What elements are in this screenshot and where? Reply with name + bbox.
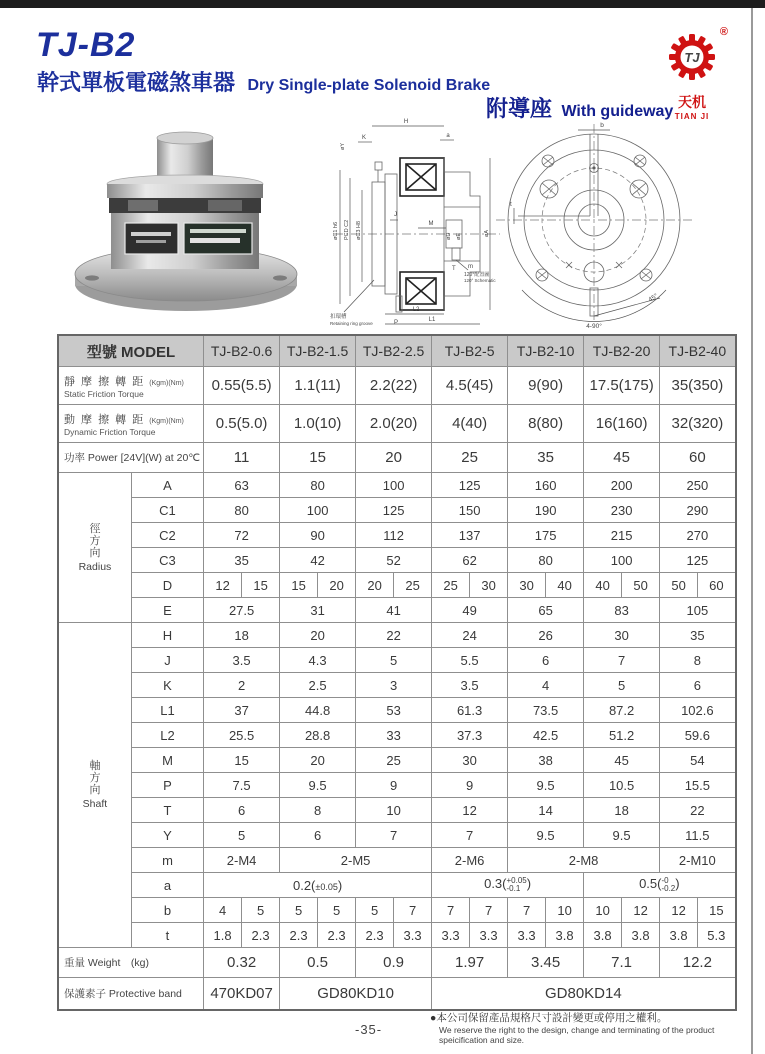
value-cell: 270 — [660, 523, 736, 548]
value-cell: 35 — [204, 548, 280, 573]
value-cell: 100 — [280, 498, 356, 523]
value-cell: 22 — [660, 798, 736, 823]
dimension-letter-cell: D — [131, 573, 203, 598]
value-cell: 5 — [318, 898, 356, 923]
value-cell: 18 — [204, 623, 280, 648]
svg-text:øY: øY — [340, 142, 346, 150]
value-cell: 45 — [584, 443, 660, 473]
value-cell: 6 — [660, 673, 736, 698]
value-cell: 38 — [508, 748, 584, 773]
dimension-letter-cell: J — [131, 648, 203, 673]
name-plates — [125, 223, 252, 254]
variant-label-en: With guideway — [561, 103, 674, 120]
value-cell: 9(90) — [508, 367, 584, 405]
row-label-cell: 功率 Power [24V](W) at 20℃ — [58, 443, 204, 473]
value-cell: 2-M5 — [280, 848, 432, 873]
cross-section-drawing — [328, 112, 506, 330]
value-cell: 7 — [432, 823, 508, 848]
value-cell: 7.5 — [204, 773, 280, 798]
value-cell: 15 — [280, 573, 318, 598]
value-cell: 190 — [508, 498, 584, 523]
value-cell: 8(80) — [508, 405, 584, 443]
value-cell: 10 — [546, 898, 584, 923]
value-cell: 31 — [280, 598, 356, 623]
value-cell: 290 — [660, 498, 736, 523]
dimension-letter-cell: L2 — [131, 723, 203, 748]
value-cell: 7 — [394, 898, 432, 923]
value-cell: 17.5(175) — [584, 367, 660, 405]
product-title — [37, 66, 490, 97]
value-cell: 20 — [280, 623, 356, 648]
value-cell: 80 — [204, 498, 280, 523]
value-cell: 45 — [584, 748, 660, 773]
value-cell: 20 — [318, 573, 356, 598]
svg-text:m: m — [468, 264, 473, 270]
value-cell: 10.5 — [584, 773, 660, 798]
svg-text:120°配置圖: 120°配置圖 — [464, 272, 490, 278]
value-cell: 15 — [280, 443, 356, 473]
value-cell: 0.5(5.0) — [204, 405, 280, 443]
svg-text:45°: 45° — [647, 292, 660, 304]
value-cell: 0.3( +0.05 -0.1 ) — [432, 873, 584, 898]
value-cell: 215 — [584, 523, 660, 548]
value-cell: 25 — [432, 443, 508, 473]
value-cell: 3.8 — [660, 923, 698, 948]
value-cell: 160 — [508, 473, 584, 498]
svg-text:øC3 H8: øC3 H8 — [356, 221, 362, 240]
value-cell: 9.5 — [508, 823, 584, 848]
svg-text:K: K — [361, 135, 367, 141]
value-cell: 2.5 — [280, 673, 356, 698]
value-cell: 6 — [508, 648, 584, 673]
value-cell: 2-M8 — [508, 848, 660, 873]
svg-text:øE: øE — [456, 232, 462, 240]
value-cell: 30 — [584, 623, 660, 648]
value-cell: 9 — [432, 773, 508, 798]
value-cell: 1.97 — [432, 948, 508, 978]
value-cell: 37 — [204, 698, 280, 723]
model-column-header: TJ-B2-10 — [508, 335, 584, 367]
value-cell: 100 — [584, 548, 660, 573]
front-view-drawing — [490, 120, 698, 332]
row-label-cell: 動 摩 擦 轉 距 (Kgm)(Nm) Dynamic Friction Torque — [58, 405, 204, 443]
value-cell: 12.2 — [660, 948, 736, 978]
value-cell: 5 — [356, 648, 432, 673]
value-cell: 5 — [584, 673, 660, 698]
value-cell: 20 — [356, 573, 394, 598]
value-cell: 250 — [660, 473, 736, 498]
value-cell: 12 — [660, 898, 698, 923]
section-dimensions — [330, 119, 496, 326]
value-cell: 1.8 — [204, 923, 242, 948]
value-cell: 9 — [356, 773, 432, 798]
svg-text:t: t — [510, 201, 512, 208]
value-cell: 230 — [584, 498, 660, 523]
svg-text:øC1 h6: øC1 h6 — [333, 221, 339, 240]
dimension-letter-cell: C2 — [131, 523, 203, 548]
value-cell: 12 — [622, 898, 660, 923]
dimension-letter-cell: E — [131, 598, 203, 623]
value-cell: 7.1 — [584, 948, 660, 978]
value-cell: 7 — [470, 898, 508, 923]
tj-gear-logo-icon — [663, 28, 721, 86]
model-column-header: TJ-B2-0.6 — [204, 335, 280, 367]
value-cell: 30 — [470, 573, 508, 598]
value-cell: 15.5 — [660, 773, 736, 798]
value-cell: 100 — [356, 473, 432, 498]
value-cell: 62 — [432, 548, 508, 573]
svg-text:øD: øD — [446, 232, 452, 240]
value-cell: 6 — [280, 823, 356, 848]
value-cell: 33 — [356, 723, 432, 748]
value-cell: 35 — [660, 623, 736, 648]
value-cell: 28.8 — [280, 723, 356, 748]
logo-name-en: TIAN JI — [674, 112, 710, 121]
value-cell: 40 — [584, 573, 622, 598]
variant-label — [486, 92, 673, 123]
value-cell: 3.8 — [546, 923, 584, 948]
page-number: -35- — [355, 1022, 383, 1037]
value-cell: 9.5 — [508, 773, 584, 798]
group-label-cell: 軸 方 向 Shaft — [58, 623, 131, 948]
value-cell: 5 — [204, 823, 280, 848]
dimension-letter-cell: C1 — [131, 498, 203, 523]
company-logo — [650, 28, 734, 121]
value-cell: 10 — [356, 798, 432, 823]
value-cell: 1.0(10) — [280, 405, 356, 443]
value-cell: 4.5(45) — [432, 367, 508, 405]
value-cell: 27.5 — [204, 598, 280, 623]
value-cell: 3.8 — [622, 923, 660, 948]
value-cell: 35(350) — [660, 367, 736, 405]
value-cell: 35 — [508, 443, 584, 473]
section-body — [372, 158, 480, 312]
value-cell: 53 — [356, 698, 432, 723]
value-cell: 3.3 — [432, 923, 470, 948]
svg-text:Retaining ring groove: Retaining ring groove — [330, 321, 373, 326]
value-cell: 22 — [356, 623, 432, 648]
svg-text:4-90°: 4-90° — [586, 323, 602, 330]
value-cell: 2-M10 — [660, 848, 736, 873]
value-cell: 6 — [204, 798, 280, 823]
value-cell: 5.3 — [698, 923, 736, 948]
value-cell: 37.3 — [432, 723, 508, 748]
dimension-letter-cell: t — [131, 923, 203, 948]
value-cell: 5 — [280, 898, 318, 923]
value-cell: 470KD07 — [204, 978, 280, 1010]
dimension-letter-cell: T — [131, 798, 203, 823]
dimension-letter-cell: Y — [131, 823, 203, 848]
spec-table-body — [58, 367, 736, 1010]
svg-text:P: P — [394, 320, 399, 326]
value-cell: 25 — [432, 573, 470, 598]
svg-text:TJ: TJ — [684, 50, 700, 65]
value-cell: 51.2 — [584, 723, 660, 748]
dimension-letter-cell: A — [131, 473, 203, 498]
value-cell: 0.2(±0.05) — [204, 873, 432, 898]
footnote-zh: ●本公司保留產品規格尺寸設計變更或停用之權利。 — [430, 1012, 668, 1024]
value-cell: 3.8 — [584, 923, 622, 948]
value-cell: 11 — [204, 443, 280, 473]
dimension-letter-cell: m — [131, 848, 203, 873]
spec-table-wrap — [57, 334, 737, 1011]
value-cell: 8 — [280, 798, 356, 823]
svg-text:120° Schematic: 120° Schematic — [464, 278, 496, 283]
value-cell: 4.3 — [280, 648, 356, 673]
product-title-en: Dry Single-plate Solenoid Brake — [247, 77, 491, 94]
row-label-cell: 靜 摩 擦 轉 距 (Kgm)(Nm) Static Friction Torque — [58, 367, 204, 405]
svg-text:b: b — [600, 122, 604, 129]
value-cell: 40 — [546, 573, 584, 598]
model-column-header: TJ-B2-5 — [432, 335, 508, 367]
value-cell: 15 — [698, 898, 736, 923]
group-label-cell: 徑 方 向 Radius — [58, 473, 131, 623]
value-cell: GD80KD14 — [432, 978, 736, 1010]
value-cell: 2-M6 — [432, 848, 508, 873]
variant-label-zh: 附導座 — [486, 96, 553, 121]
value-cell: 25 — [356, 748, 432, 773]
front-dimensions — [510, 122, 666, 330]
value-cell: 87.2 — [584, 698, 660, 723]
spec-table-head — [58, 335, 736, 367]
svg-text:a: a — [446, 133, 450, 139]
value-cell: 63 — [204, 473, 280, 498]
value-cell: 2-M4 — [204, 848, 280, 873]
dimension-letter-cell: K — [131, 673, 203, 698]
value-cell: 41 — [356, 598, 432, 623]
value-cell: 32(320) — [660, 405, 736, 443]
page-top-border — [0, 0, 765, 8]
value-cell: 125 — [432, 473, 508, 498]
model-column-header: TJ-B2-40 — [660, 335, 736, 367]
dimension-letter-cell: H — [131, 623, 203, 648]
value-cell: 12 — [204, 573, 242, 598]
model-column-header: TJ-B2-20 — [584, 335, 660, 367]
value-cell: 44.8 — [280, 698, 356, 723]
value-cell: 5.5 — [432, 648, 508, 673]
value-cell: 42.5 — [508, 723, 584, 748]
value-cell: 9.5 — [584, 823, 660, 848]
value-cell: 3.3 — [508, 923, 546, 948]
value-cell: 72 — [204, 523, 280, 548]
value-cell: 2.2(22) — [356, 367, 432, 405]
value-cell: 8 — [660, 648, 736, 673]
value-cell: 137 — [432, 523, 508, 548]
value-cell: 125 — [356, 498, 432, 523]
value-cell: 80 — [280, 473, 356, 498]
value-cell: 14 — [508, 798, 584, 823]
row-label-cell: 保護素子 Protective band — [58, 978, 204, 1010]
value-cell: 50 — [660, 573, 698, 598]
value-cell: 7 — [584, 648, 660, 673]
front-circles — [496, 124, 692, 320]
svg-text:M: M — [428, 221, 434, 227]
value-cell: 7 — [432, 898, 470, 923]
svg-text:øA: øA — [484, 229, 490, 237]
value-cell: 60 — [698, 573, 736, 598]
value-cell: 1.1(11) — [280, 367, 356, 405]
keyway — [518, 134, 598, 316]
dimension-letter-cell: L1 — [131, 698, 203, 723]
value-cell: 102.6 — [660, 698, 736, 723]
value-cell: 4(40) — [432, 405, 508, 443]
value-cell: 50 — [622, 573, 660, 598]
value-cell: 11.5 — [660, 823, 736, 848]
value-cell: 18 — [584, 798, 660, 823]
value-cell: 125 — [660, 548, 736, 573]
value-cell: 90 — [280, 523, 356, 548]
value-cell: 25.5 — [204, 723, 280, 748]
value-cell: 3.45 — [508, 948, 584, 978]
svg-text:T: T — [452, 266, 456, 272]
value-cell: 0.32 — [204, 948, 280, 978]
row-label-cell: 重量 Weight (kg) — [58, 948, 204, 978]
dimension-letter-cell: a — [131, 873, 203, 898]
value-cell: 25 — [394, 573, 432, 598]
value-cell: 2.3 — [242, 923, 280, 948]
value-cell: 5 — [356, 898, 394, 923]
value-cell: 24 — [432, 623, 508, 648]
value-cell: 2.3 — [356, 923, 394, 948]
value-cell: 7 — [508, 898, 546, 923]
value-cell: 26 — [508, 623, 584, 648]
svg-text:扣環槽: 扣環槽 — [330, 314, 347, 320]
value-cell: 49 — [432, 598, 508, 623]
catalog-page — [0, 8, 753, 1054]
value-cell: 12 — [432, 798, 508, 823]
registered-mark: ® — [719, 26, 728, 38]
svg-text:J: J — [394, 212, 397, 218]
footnote-en: We reserve the right to the design, change and terminating of the product speicification and size. — [439, 1025, 715, 1045]
series-title: TJ-B2 — [36, 26, 136, 64]
value-cell: 3 — [356, 673, 432, 698]
value-cell: 9.5 — [280, 773, 356, 798]
model-column-header: TJ-B2-1.5 — [280, 335, 356, 367]
value-cell: 83 — [584, 598, 660, 623]
value-cell: 0.5( -0 -0.2 ) — [584, 873, 736, 898]
value-cell: 80 — [508, 548, 584, 573]
value-cell: 52 — [356, 548, 432, 573]
value-cell: 7 — [356, 823, 432, 848]
value-cell: 54 — [660, 748, 736, 773]
value-cell: 200 — [584, 473, 660, 498]
value-cell: 2.3 — [280, 923, 318, 948]
product-photo — [68, 126, 306, 328]
model-column-header: TJ-B2-2.5 — [356, 335, 432, 367]
value-cell: 0.5 — [280, 948, 356, 978]
value-cell: 60 — [660, 443, 736, 473]
value-cell: 10 — [584, 898, 622, 923]
value-cell: 175 — [508, 523, 584, 548]
dimension-letter-cell: b — [131, 898, 203, 923]
svg-text:PCD C2: PCD C2 — [344, 219, 350, 240]
dimension-letter-cell: P — [131, 773, 203, 798]
value-cell: 5 — [242, 898, 280, 923]
svg-text:L1: L1 — [428, 317, 436, 323]
spec-table — [57, 334, 737, 1011]
svg-text:L2: L2 — [412, 307, 420, 313]
value-cell: 42 — [280, 548, 356, 573]
value-cell: 59.6 — [660, 723, 736, 748]
value-cell: 73.5 — [508, 698, 584, 723]
value-cell: 20 — [280, 748, 356, 773]
svg-text:H: H — [403, 119, 409, 125]
value-cell: 16(160) — [584, 405, 660, 443]
value-cell: 65 — [508, 598, 584, 623]
value-cell: 2 — [204, 673, 280, 698]
value-cell: 3.3 — [470, 923, 508, 948]
footnote — [430, 1010, 740, 1045]
value-cell: 105 — [660, 598, 736, 623]
logo-name-zh: 天机 — [678, 94, 706, 110]
value-cell: 4 — [204, 898, 242, 923]
value-cell: GD80KD10 — [280, 978, 432, 1010]
value-cell: 61.3 — [432, 698, 508, 723]
value-cell: 3.5 — [204, 648, 280, 673]
model-header-cell: 型號 MODEL — [58, 335, 204, 367]
value-cell: 4 — [508, 673, 584, 698]
dimension-letter-cell: M — [131, 748, 203, 773]
dimension-letter-cell: C3 — [131, 548, 203, 573]
value-cell: 15 — [204, 748, 280, 773]
value-cell: 150 — [432, 498, 508, 523]
value-cell: 3.5 — [432, 673, 508, 698]
value-cell: 30 — [432, 748, 508, 773]
brake-body — [107, 175, 263, 269]
value-cell: 0.55(5.5) — [204, 367, 280, 405]
value-cell: 112 — [356, 523, 432, 548]
value-cell: 20 — [356, 443, 432, 473]
value-cell: 15 — [242, 573, 280, 598]
value-cell: 2.0(20) — [356, 405, 432, 443]
value-cell: 2.3 — [318, 923, 356, 948]
value-cell: 0.9 — [356, 948, 432, 978]
value-cell: 30 — [508, 573, 546, 598]
product-title-zh: 幹式單板電磁煞車器 — [37, 70, 236, 95]
value-cell: 3.3 — [394, 923, 432, 948]
